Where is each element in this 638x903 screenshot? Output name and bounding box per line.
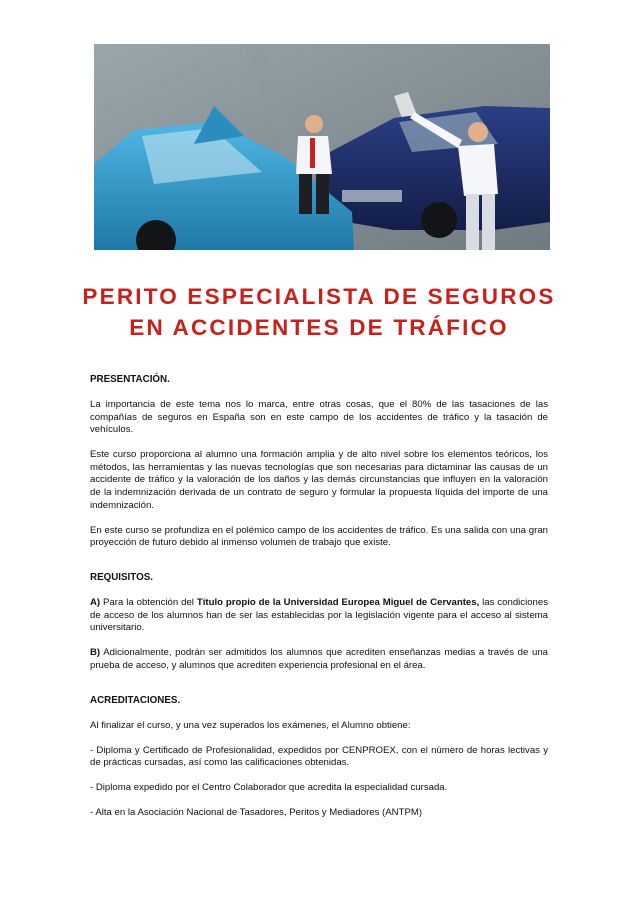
section-heading-acreditaciones: ACREDITACIONES. <box>90 694 181 706</box>
requisito-b-label: B) <box>90 647 101 659</box>
acreditaciones-intro: Al finalizar el curso, y una vez superados los exámenes, el Alumno obtiene: <box>90 719 411 731</box>
section-spacer <box>90 562 548 572</box>
requisito-a-post: las condiciones de acceso de los alumnos han de ser las establecidas por la legislación vigente para el acceso al sistema universitario. <box>90 597 549 634</box>
requisito-b-text: Adicionalmente, podrán ser admitidos los alumnos que acrediten enseñanzas medias a través de una prueba de acceso, y alumnos que acrediten experiencia profesional en el área. <box>90 647 548 671</box>
requisito-a <box>90 597 548 635</box>
requisito-a-pre: Para la obtención del <box>103 597 194 609</box>
presentacion-paragraph-3: En este curso se profundiza en el polémico campo de los accidentes de tráfico. Es una salida con una gran proyección de futuro debido al inmenso volumen de trabajo que existe. <box>90 524 548 549</box>
car-accident-illustration <box>94 44 550 250</box>
document-body <box>90 374 548 832</box>
acreditacion-item: - Alta en la Asociación Nacional de Tasadores, Peritos y Mediadores (ANTPM) <box>90 807 423 819</box>
section-heading-presentacion: PRESENTACIÓN. <box>90 374 170 385</box>
section-spacer <box>90 685 548 695</box>
car-accident-photo <box>94 44 550 250</box>
requisito-a-label: A) <box>90 597 101 609</box>
requisito-b <box>90 647 548 672</box>
presentacion-paragraph-1: La importancia de este tema nos lo marca, entre otras cosas, que el 80% de las tasaciones de las compañías de seguros en España son en este campo de los accidentes de tráfico y la tasación de vehículos. <box>90 398 548 436</box>
document-title-line-1: PERITO ESPECIALISTA DE SEGUROS <box>82 284 556 309</box>
acreditacion-item: - Diploma y Certificado de Profesionalidad, expedidos por CENPROEX, con el número de horas lectivas y de prácticas cursadas, así como las calificaciones obtenidas. <box>90 744 548 769</box>
requisito-a-bold: Título propio de la Universidad Europea Miguel de Cervantes, <box>196 597 480 609</box>
section-heading-requisitos: REQUISITOS. <box>90 572 153 584</box>
presentacion-paragraph-2: Este curso proporciona al alumno una formación amplia y de alto nivel sobre los elementos teóricos, los métodos, las herramientas y las nuevas tecnologías que son necesarias para dictaminar las causas de un accidente de tráfico y la valoración de los daños y las demás circunstancias que influyen en la valoración de la indemnización derivada de un contrato de seguro y formular la propuesta líquida del importe de una indemnización. <box>90 449 548 511</box>
acreditacion-item: - Diploma expedido por el Centro Colaborador que acredita la especialidad cursada. <box>90 782 448 794</box>
document-title-line-2: EN ACCIDENTES DE TRÁFICO <box>129 315 509 340</box>
